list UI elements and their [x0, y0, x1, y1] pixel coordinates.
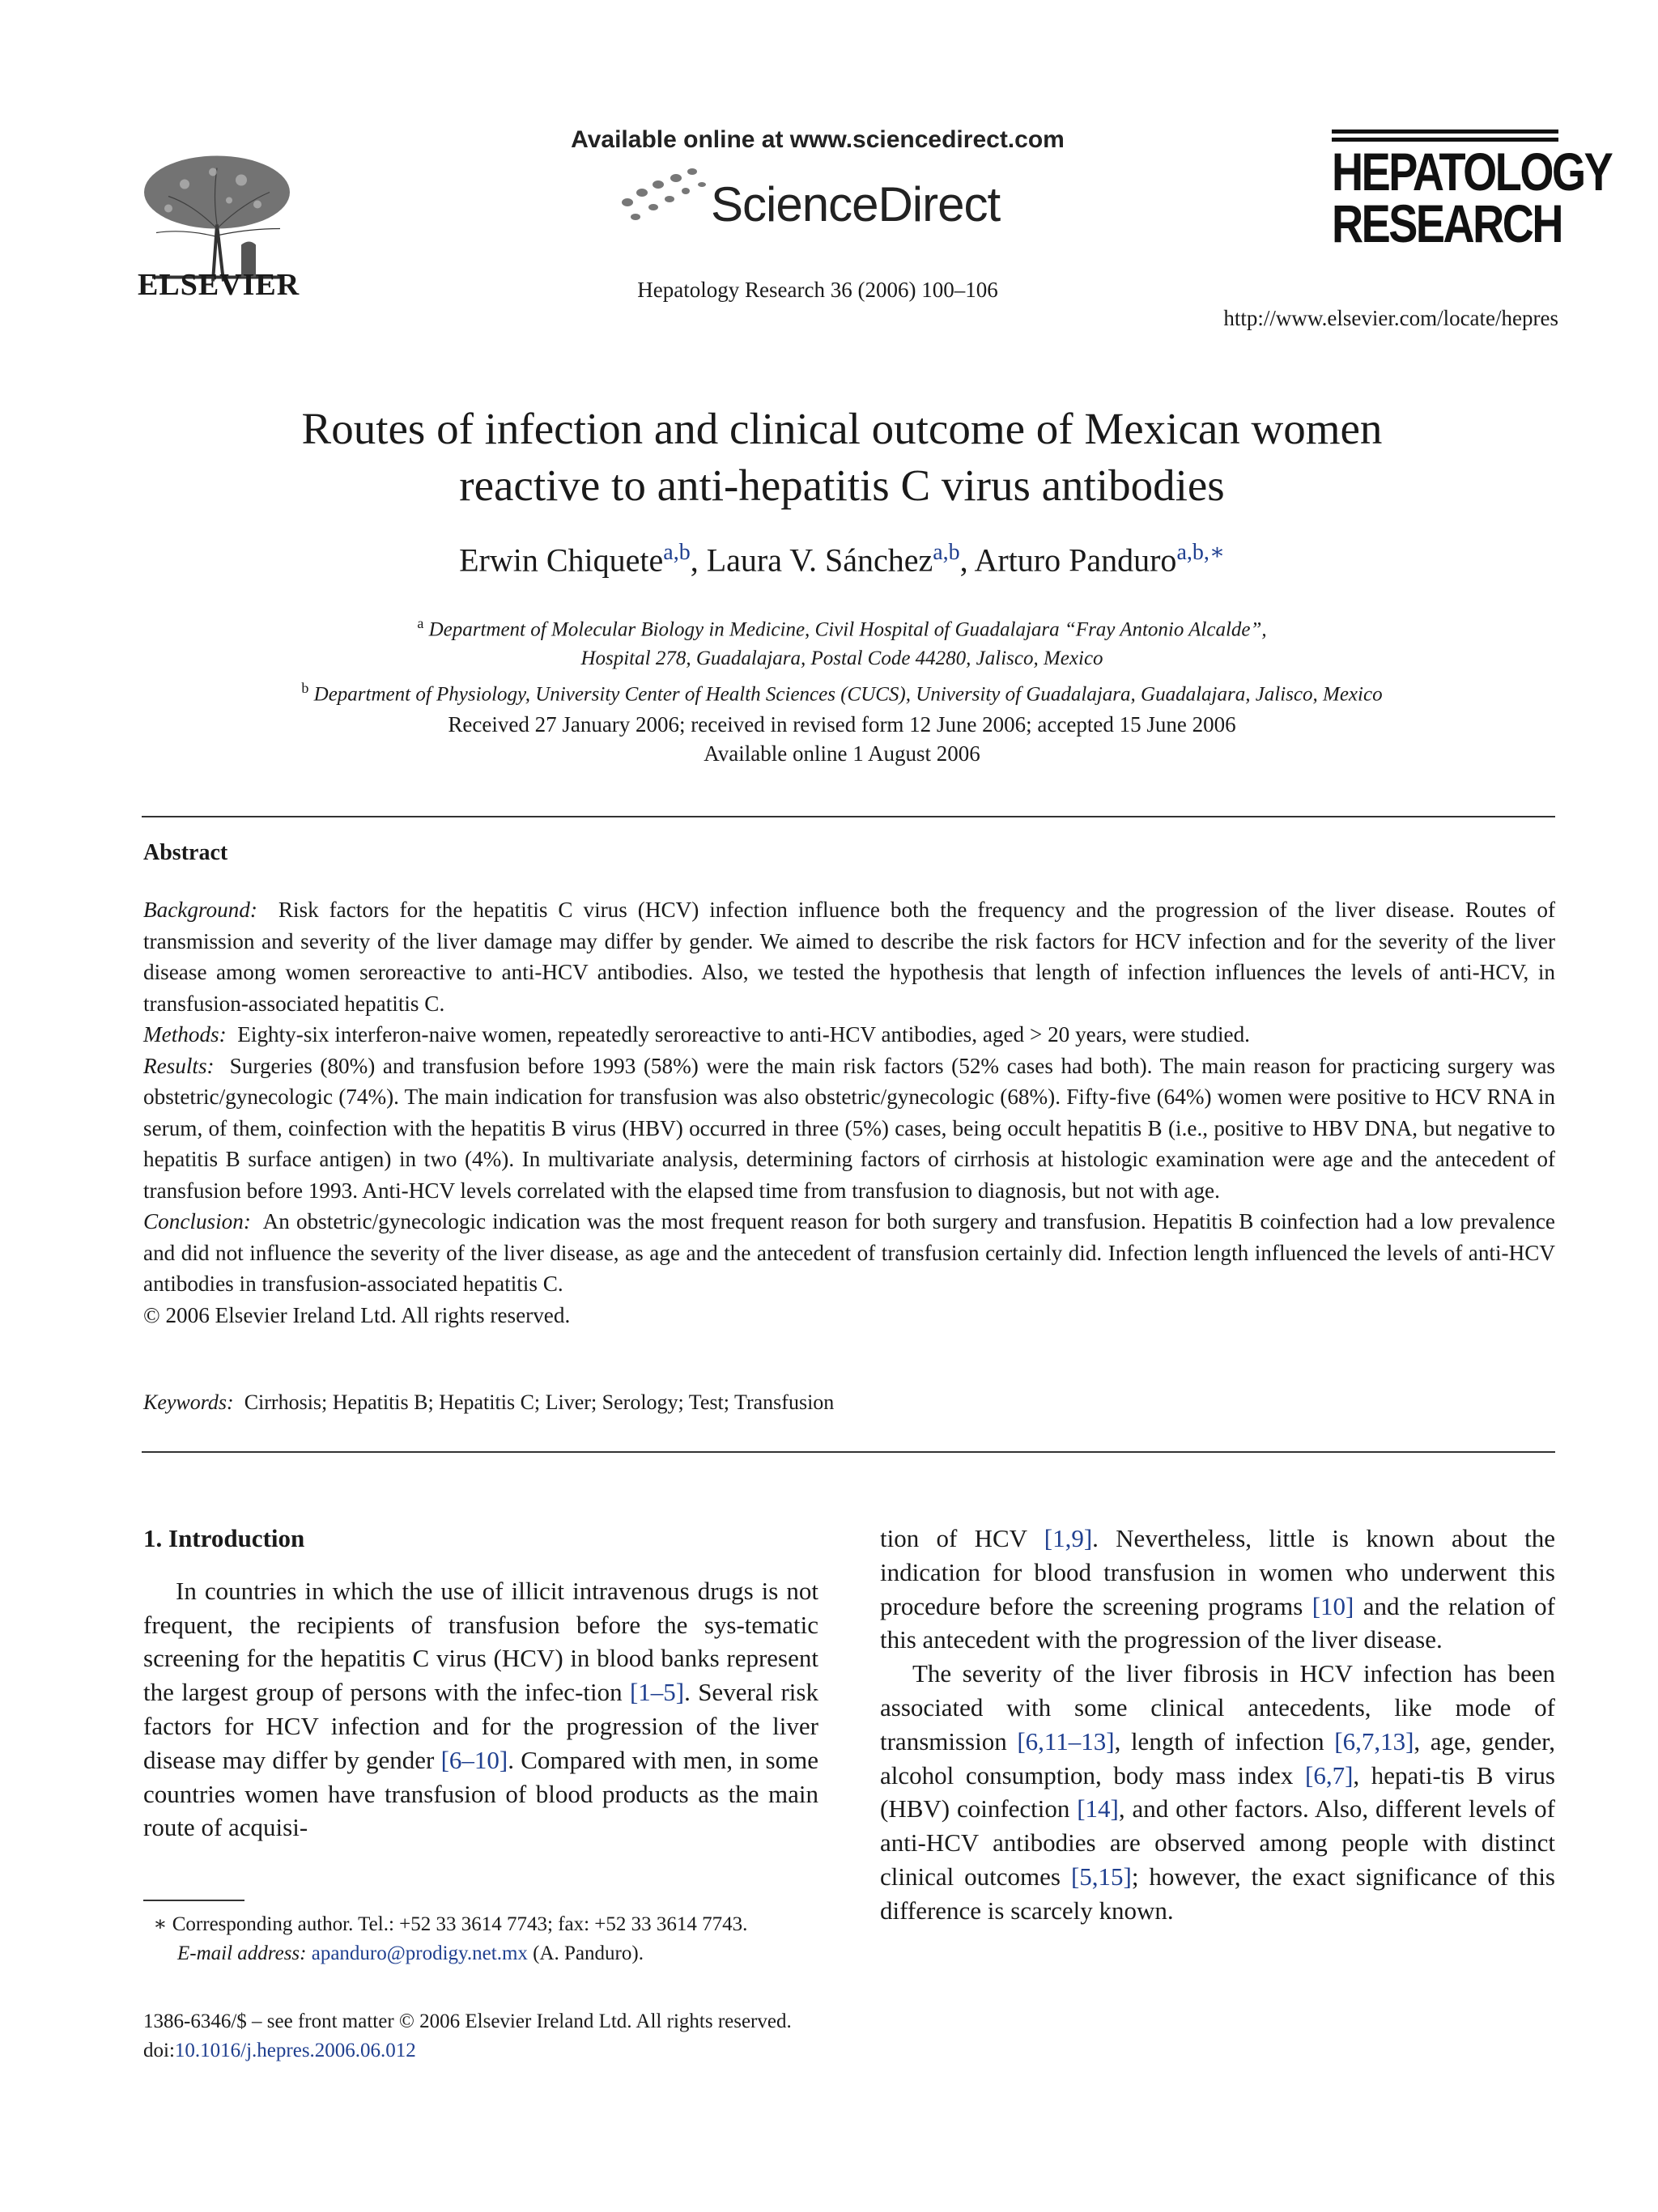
- author-separator: ,: [690, 541, 707, 579]
- author-affiliation-link[interactable]: a,b: [663, 540, 691, 565]
- issn-line: 1386-6346/$ – see front matter © 2006 Elsevier Ireland Ltd. All rights reserved.: [143, 2010, 792, 2032]
- text-run: . Nevertheless, little is known about the indication for blood transfusion in women who underwent this procedure before the screening programs: [880, 1524, 1555, 1620]
- keywords-list: Cirrhosis; Hepatitis B; Hepatitis C; Liver; Serology; Test; Transfusion: [244, 1390, 835, 1414]
- author-affiliation-link[interactable]: a,b,∗: [1176, 540, 1225, 565]
- text-run: tion of HCV: [880, 1524, 1044, 1552]
- email-suffix: (A. Panduro).: [527, 1942, 644, 1964]
- body-column-right: [880, 1522, 1555, 1928]
- keywords: [143, 1390, 1555, 1415]
- body-column-left: [143, 1522, 818, 1845]
- affiliations: [121, 609, 1562, 710]
- article-history: [162, 710, 1522, 768]
- text-run: . Several risk factors for HCV infection and for the progression of the liver disease may differ by gender: [143, 1678, 818, 1774]
- affiliation-mark: a: [417, 615, 424, 631]
- footnote-rule: [143, 1900, 244, 1901]
- citation-link[interactable]: [6,7]: [1305, 1760, 1354, 1790]
- abstract-copyright: © 2006 Elsevier Ireland Ltd. All rights reserved.: [143, 1302, 571, 1327]
- abstract-heading: Abstract: [143, 840, 228, 865]
- author-name: Erwin Chiquete: [459, 541, 664, 579]
- text-run: The severity of the liver fibrosis in HCV infection has been associated with some clinical antecedents, like mode of transmission: [880, 1659, 1555, 1756]
- affiliation-b: Department of Physiology, University Center of Health Sciences (CUCS), University of Guadalajara, Guadalajara, Jalisco, Mexico: [313, 683, 1383, 706]
- author-name: Laura V. Sánchez: [706, 541, 933, 579]
- email-label: E-mail address:: [177, 1942, 307, 1964]
- sciencedirect-dots-icon: [611, 162, 716, 227]
- text-run: In countries in which the use of illicit intravenous drugs is not frequent, the recipients of transfusion before the sys-tematic screening for the hepatitis C virus (HCV) in blood banks represent the largest group of persons with the infec-tion: [143, 1576, 818, 1707]
- paragraph: [880, 1657, 1555, 1927]
- section-heading-introduction: 1. Introduction: [143, 1524, 305, 1552]
- received-dates: Received 27 January 2006; received in revised form 12 June 2006; accepted 15 June 2006: [448, 712, 1236, 737]
- citation-link[interactable]: [10]: [1312, 1591, 1354, 1620]
- citation-link[interactable]: [5,15]: [1070, 1862, 1132, 1891]
- abstract-label-conclusion: Conclusion:: [143, 1209, 251, 1233]
- text-run: ; however, the exact significance of this difference is scarcely known.: [880, 1862, 1555, 1925]
- affiliation-a-line1: Department of Molecular Biology in Medicine, Civil Hospital of Guadalajara “Fray Antonio Alcalde”,: [428, 618, 1267, 641]
- author-affiliation-link[interactable]: a,b: [933, 540, 960, 565]
- available-online-date: Available online 1 August 2006: [704, 741, 980, 766]
- text-run: , hepati-tis B virus (HBV) coinfection: [880, 1760, 1555, 1824]
- abstract-label-background: Background:: [143, 898, 257, 922]
- affiliation-mark: b: [301, 680, 309, 697]
- abstract-label-methods: Methods:: [143, 1022, 227, 1047]
- author-separator: ,: [959, 541, 975, 579]
- article-title: [162, 401, 1522, 514]
- keywords-label: Keywords:: [143, 1390, 234, 1414]
- author-name: Arturo Panduro: [974, 541, 1177, 579]
- citation-link[interactable]: [6,7,13]: [1334, 1726, 1414, 1756]
- email-link[interactable]: apanduro@prodigy.net.mx: [311, 1942, 528, 1964]
- corresponding-author-footnote: [143, 1910, 840, 1968]
- doi-label: doi:: [143, 2040, 175, 2061]
- abstract-methods: Eighty-six interferon-naive women, repeatedly seroreactive to anti-HCV antibodies, aged > 20 years, were studied.: [237, 1022, 1250, 1047]
- citation-link[interactable]: [1,9]: [1044, 1524, 1093, 1552]
- elsevier-wordmark: ELSEVIER: [138, 268, 300, 302]
- text-run: , length of infection: [1114, 1726, 1335, 1756]
- journal-url[interactable]: http://www.elsevier.com/locate/hepres: [1223, 306, 1558, 330]
- doi-link[interactable]: 10.1016/j.hepres.2006.06.012: [174, 2040, 416, 2061]
- footnote-mark: ∗: [153, 1913, 168, 1935]
- paragraph: [143, 1574, 818, 1845]
- abstract-results: Surgeries (80%) and transfusion before 1993 (58%) were the main risk factors (52% cases had both). The main reason for practicing surgery was obstetric/gynecologic (74%). The main indication for transfusion was also obstetric/gynecologic (68%). Fifty-five (64%) women were positive to HCV RNA in serum, of them, coinfection with the hepatitis B virus (HBV) occurred in three (5%) cases, being occult hepatitis B (i.e., positive to HBV DNA, but negative to hepatitis B surface antigen) in two (4%). In multivariate analysis, determining factors of cirrhosis at histologic examination were age and the antecedent of transfusion before 1993. Anti-HCV levels correlated with the elapsed time from transfusion to diagnosis, but not with age.: [143, 1053, 1556, 1203]
- issn-block: [143, 2007, 872, 2066]
- text-run: , and other factors. Also, different levels of anti-HCV antibodies are observed among people with distinct clinical outcomes: [880, 1794, 1555, 1891]
- citation-link[interactable]: [14]: [1077, 1794, 1119, 1824]
- author-list: [162, 538, 1522, 579]
- citation-link[interactable]: [1–5]: [629, 1678, 685, 1707]
- paragraph: [880, 1522, 1555, 1657]
- journal-logo-line2: RESEARCH: [1332, 193, 1562, 253]
- sciencedirect-availability-text[interactable]: Available online at www.sciencedirect.com: [571, 126, 1065, 153]
- text-run: . Compared with men, in some countries women have transfusion of blood products as the main route of acquisi-: [143, 1745, 818, 1842]
- divider: [142, 1451, 1555, 1453]
- abstract-background: Risk factors for the hepatitis C virus (HCV) infection influence both the frequency and the progression of the liver disease. Routes of transmission and severity of the liver damage may differ by gender. We aimed to describe the risk factors for HCV infection and for the severity of the liver disease among women seroreactive to anti-HCV antibodies. Also, we tested the hypothesis that length of infection influences the levels of anti-HCV, in transfusion-associated hepatitis C.: [143, 898, 1556, 1016]
- journal-logo: [1332, 129, 1612, 253]
- text-run: and the relation of this antecedent with the progression of the liver disease.: [880, 1591, 1555, 1654]
- article-title-line1: Routes of infection and clinical outcome of Mexican women: [301, 404, 1383, 453]
- affiliation-a-line2: Hospital 278, Guadalajara, Postal Code 44280, Jalisco, Mexico: [580, 647, 1103, 670]
- abstract-label-results: Results:: [143, 1053, 215, 1078]
- divider: [142, 816, 1555, 817]
- abstract-conclusion: An obstetric/gynecologic indication was the most frequent reason for both surgery and transfusion. Hepatitis B coinfection had a low prevalence and did not influence the severity of the liver disease, as age and the antecedent of transfusion certainly did. Infection length influenced the levels of anti-HCV antibodies in transfusion-associated hepatitis C.: [143, 1209, 1555, 1296]
- article-title-line2: reactive to anti-hepatitis C virus antibodies: [459, 461, 1225, 510]
- sciencedirect-wordmark: ScienceDirect: [711, 177, 1001, 231]
- citation-link[interactable]: [6–10]: [440, 1745, 508, 1774]
- citation-link[interactable]: [6,11–13]: [1017, 1726, 1115, 1756]
- journal-logo-line1: HEPATOLOGY: [1332, 142, 1612, 202]
- footnote-contact: Corresponding author. Tel.: +52 33 3614 7743; fax: +52 33 3614 7743.: [167, 1913, 748, 1935]
- abstract-body: [143, 894, 1555, 1331]
- journal-citation: Hepatology Research 36 (2006) 100–106: [637, 278, 998, 302]
- text-run: , age, gender, alcohol consumption, body mass index: [880, 1726, 1556, 1790]
